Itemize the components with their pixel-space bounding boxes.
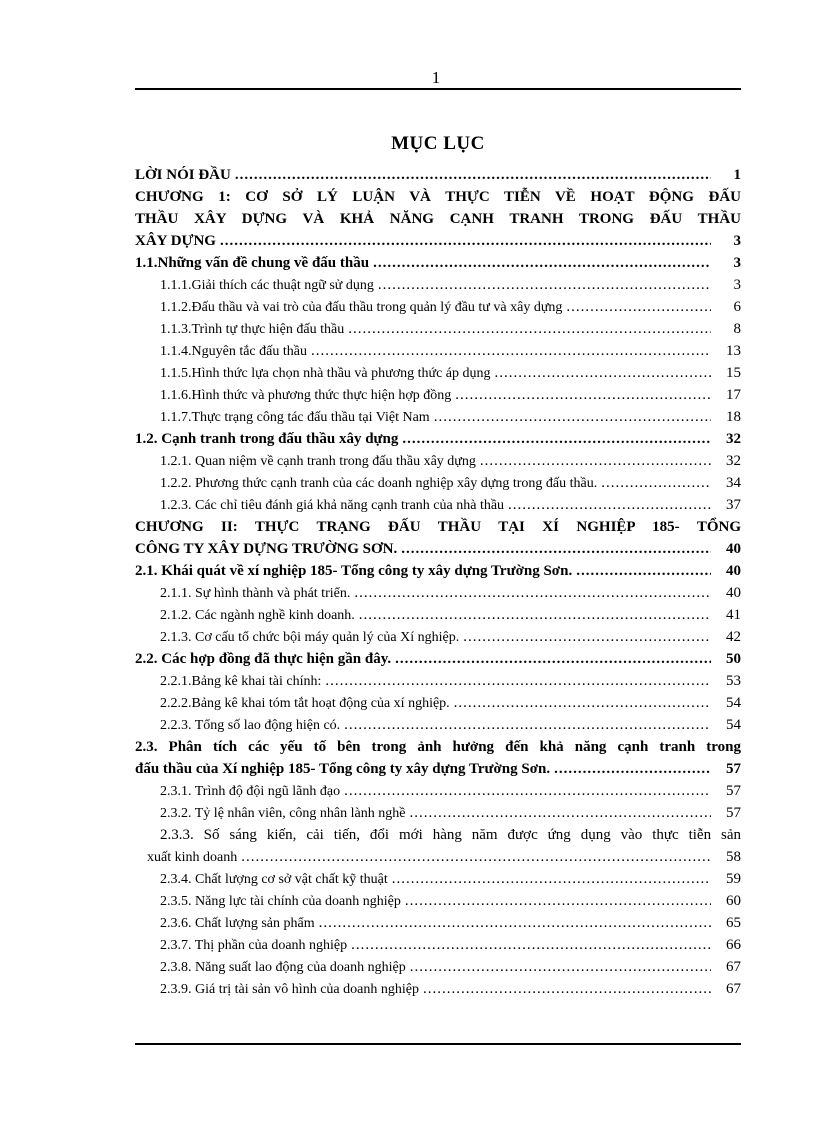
toc-entry-page: 40 — [726, 563, 741, 579]
toc-entry-title: 2.3.9. Giá trị tài sản vô hình của doanh nghiệp — [160, 982, 419, 997]
toc-entry-page: 58 — [726, 849, 741, 865]
toc-entry-title: 2.3.7. Thị phần của doanh nghiệp — [160, 938, 348, 953]
toc-entry-title: 2.1.2. Các ngành nghề kinh doanh. — [160, 608, 355, 623]
toc-entry-line: CHƯƠNG 1: CƠ SỞ LÝ LUẬN VÀ THỰC TIỄN VỀ HOẠT ĐỘNG ĐẤU — [135, 189, 741, 205]
toc-entry-page: 8 — [733, 321, 741, 337]
toc-entry-title: 1.2.2. Phương thức cạnh tranh của các doanh nghiệp xây dựng trong đấu thầu. — [160, 476, 598, 491]
page-title: MỤC LỤC — [391, 133, 485, 154]
toc-entry-title: 2.1. Khái quát về xí nghiệp 185- Tổng công ty xây dựng Trường Sơn. — [135, 563, 573, 579]
toc-entry-title: LỜI NÓI ĐẦU — [135, 167, 231, 183]
leader-dots — [601, 472, 711, 494]
toc-entry-page: 41 — [726, 607, 741, 623]
toc-entry-page: 53 — [726, 673, 741, 689]
toc-entry — [135, 472, 741, 494]
leader-dots — [235, 164, 711, 186]
toc-entry-title: 2.2. Các hợp đồng đã thực hiện gần đây. — [135, 651, 392, 667]
toc-entry — [135, 956, 741, 978]
leader-dots — [405, 890, 711, 912]
toc-entry-page: 60 — [726, 893, 741, 909]
toc-entry-title: 1.1.7.Thực trạng công tác đấu thầu tại Việt Nam — [160, 410, 430, 425]
leader-dots — [423, 978, 711, 1000]
toc-entry — [135, 648, 741, 670]
toc-entry-title: 2.2.3. Tổng số lao động hiện có. — [160, 718, 341, 733]
toc-entry-title: 1.2.3. Các chỉ tiêu đánh giá khả năng cạnh tranh của nhà thầu — [160, 498, 505, 513]
toc-entry-title: xuất kinh doanh — [147, 850, 238, 865]
toc-entry-title: 2.3.8. Năng suất lao động của doanh nghiệp — [160, 960, 406, 975]
leader-dots — [241, 846, 711, 868]
toc-entry-title: 1.1.2.Đấu thầu và vai trò của đấu thầu trong quản lý đầu tư và xây dựng — [160, 300, 563, 315]
leader-dots — [480, 450, 711, 472]
toc-entry-title: 1.2. Cạnh tranh trong đấu thầu xây dựng — [135, 431, 399, 447]
toc-entry-title: 2.3.6. Chất lượng sản phẩm — [160, 916, 315, 931]
toc-entry-page: 50 — [726, 651, 741, 667]
toc-entry-title: 2.2.1.Bảng kê khai tài chính: — [160, 674, 322, 689]
toc-entry — [135, 252, 741, 274]
toc-entry — [135, 868, 741, 890]
toc-entry — [135, 692, 741, 714]
toc-entry-page: 6 — [733, 299, 741, 315]
toc-entry — [135, 450, 741, 472]
leader-dots — [354, 582, 711, 604]
toc-entry-line: 2.3.3. Số sáng kiến, cải tiến, đổi mới hàng năm được ứng dụng vào thực tiễn sản — [160, 827, 741, 843]
toc-entry-title: 1.1.3.Trình tự thực hiện đấu thầu — [160, 322, 345, 337]
leader-dots — [495, 362, 711, 384]
toc-entry-title: 2.2.2.Bảng kê khai tóm tắt hoạt động của xí nghiệp. — [160, 696, 450, 711]
leader-dots — [344, 780, 711, 802]
leader-dots — [395, 648, 711, 670]
toc-entry-page: 40 — [726, 541, 741, 557]
toc-entry — [135, 274, 741, 296]
leader-dots — [576, 560, 711, 582]
toc-entry-page: 59 — [726, 871, 741, 887]
leader-dots — [351, 934, 711, 956]
toc-entry — [135, 560, 741, 582]
toc-entry-line: CHƯƠNG II: THỰC TRẠNG ĐẤU THẦU TẠI XÍ NGHIỆP 185- TỔNG — [135, 519, 741, 535]
toc-entry-page: 32 — [726, 453, 741, 469]
toc-entry-title: 2.3.2. Tỷ lệ nhân viên, công nhân lành nghề — [160, 806, 406, 821]
leader-dots — [508, 494, 711, 516]
toc-entry-title: 1.1.Những vấn đề chung về đấu thầu — [135, 255, 370, 271]
leader-dots — [554, 758, 711, 780]
toc-entry-title: 1.1.5.Hình thức lựa chọn nhà thầu và phương thức áp dụng — [160, 366, 491, 381]
toc-entry — [135, 186, 741, 252]
toc-entry-page: 3 — [733, 255, 741, 271]
toc-entry-title: 1.2.1. Quan niệm về cạnh tranh trong đấu thầu xây dựng — [160, 454, 476, 469]
toc-entry-page: 17 — [726, 387, 741, 403]
toc-entry — [135, 516, 741, 560]
leader-dots — [311, 340, 711, 362]
footer-rule — [135, 1043, 741, 1045]
toc-entry — [135, 494, 741, 516]
toc-entry-page: 37 — [726, 497, 741, 513]
toc-entry-line: THẦU XÂY DỰNG VÀ KHẢ NĂNG CẠNH TRANH TRONG ĐẤU THẦU — [135, 211, 741, 227]
toc-entry — [135, 582, 741, 604]
toc-entry — [135, 362, 741, 384]
toc-entry — [135, 824, 741, 868]
header-rule — [135, 88, 741, 90]
toc-entry-title: 2.3.1. Trình độ đội ngũ lãnh đạo — [160, 784, 341, 799]
toc-entry-title: XÂY DỰNG — [135, 233, 216, 249]
toc-entry-page: 65 — [726, 915, 741, 931]
toc-entry-page: 66 — [726, 937, 741, 953]
toc-entry — [135, 164, 741, 186]
toc-entry-page: 42 — [726, 629, 741, 645]
toc-entry-title: 1.1.4.Nguyên tắc đấu thầu — [160, 344, 307, 359]
toc-entry — [135, 406, 741, 428]
toc-entry-page: 57 — [726, 761, 741, 777]
toc-entry-page: 57 — [726, 783, 741, 799]
toc-entry — [135, 978, 741, 1000]
toc-entry — [135, 384, 741, 406]
toc-entry-page: 54 — [726, 717, 741, 733]
table-of-contents — [135, 164, 741, 1000]
toc-entry-page: 18 — [726, 409, 741, 425]
leader-dots — [434, 406, 711, 428]
toc-entry-title: 1.1.6.Hình thức và phương thức thực hiện hợp đồng — [160, 388, 452, 403]
leader-dots — [392, 868, 711, 890]
toc-entry-line: 2.3. Phân tích các yếu tố bên trong ảnh hưởng đến khả năng cạnh tranh trong — [135, 739, 741, 755]
leader-dots — [455, 384, 711, 406]
toc-entry-title: CÔNG TY XÂY DỰNG TRƯỜNG SƠN. — [135, 541, 398, 557]
leader-dots — [401, 538, 711, 560]
leader-dots — [348, 318, 711, 340]
toc-entry — [135, 626, 741, 648]
leader-dots — [402, 428, 711, 450]
toc-entry-page: 67 — [726, 981, 741, 997]
toc-entry — [135, 714, 741, 736]
toc-entry-page: 32 — [726, 431, 741, 447]
toc-entry-page: 57 — [726, 805, 741, 821]
toc-entry — [135, 604, 741, 626]
toc-entry-title: 2.1.3. Cơ cấu tổ chức bội máy quản lý của Xí nghiệp. — [160, 630, 460, 645]
toc-entry-page: 1 — [733, 167, 741, 183]
toc-entry-title: đấu thầu của Xí nghiệp 185- Tổng công ty xây dựng Trường Sơn. — [135, 761, 551, 777]
leader-dots — [410, 956, 711, 978]
leader-dots — [378, 274, 711, 296]
leader-dots — [344, 714, 711, 736]
toc-entry-title: 2.3.4. Chất lượng cơ sở vật chất kỹ thuật — [160, 872, 388, 887]
leader-dots — [373, 252, 711, 274]
leader-dots — [359, 604, 711, 626]
toc-entry — [135, 934, 741, 956]
toc-entry — [135, 780, 741, 802]
toc-entry — [135, 890, 741, 912]
toc-entry-title: 1.1.1.Giải thích các thuật ngữ sử dụng — [160, 278, 374, 293]
toc-entry — [135, 736, 741, 780]
toc-entry-page: 15 — [726, 365, 741, 381]
leader-dots — [220, 230, 711, 252]
toc-entry-page: 67 — [726, 959, 741, 975]
toc-entry-page: 40 — [726, 585, 741, 601]
toc-entry-page: 54 — [726, 695, 741, 711]
toc-entry-title: 2.1.1. Sự hình thành và phát triển. — [160, 586, 351, 601]
leader-dots — [454, 692, 711, 714]
toc-entry-page: 34 — [726, 475, 741, 491]
leader-dots — [463, 626, 711, 648]
toc-entry — [135, 670, 741, 692]
toc-entry — [135, 296, 741, 318]
leader-dots — [319, 912, 711, 934]
toc-entry-page: 3 — [733, 233, 741, 249]
leader-dots — [566, 296, 711, 318]
toc-entry — [135, 802, 741, 824]
leader-dots — [409, 802, 711, 824]
page-number: 1 — [431, 68, 441, 87]
toc-entry — [135, 318, 741, 340]
toc-entry-page: 3 — [733, 277, 741, 293]
toc-entry — [135, 428, 741, 450]
leader-dots — [325, 670, 711, 692]
toc-entry-page: 13 — [726, 343, 741, 359]
toc-entry-title: 2.3.5. Năng lực tài chính của doanh nghiệp — [160, 894, 401, 909]
toc-entry — [135, 340, 741, 362]
toc-entry — [135, 912, 741, 934]
